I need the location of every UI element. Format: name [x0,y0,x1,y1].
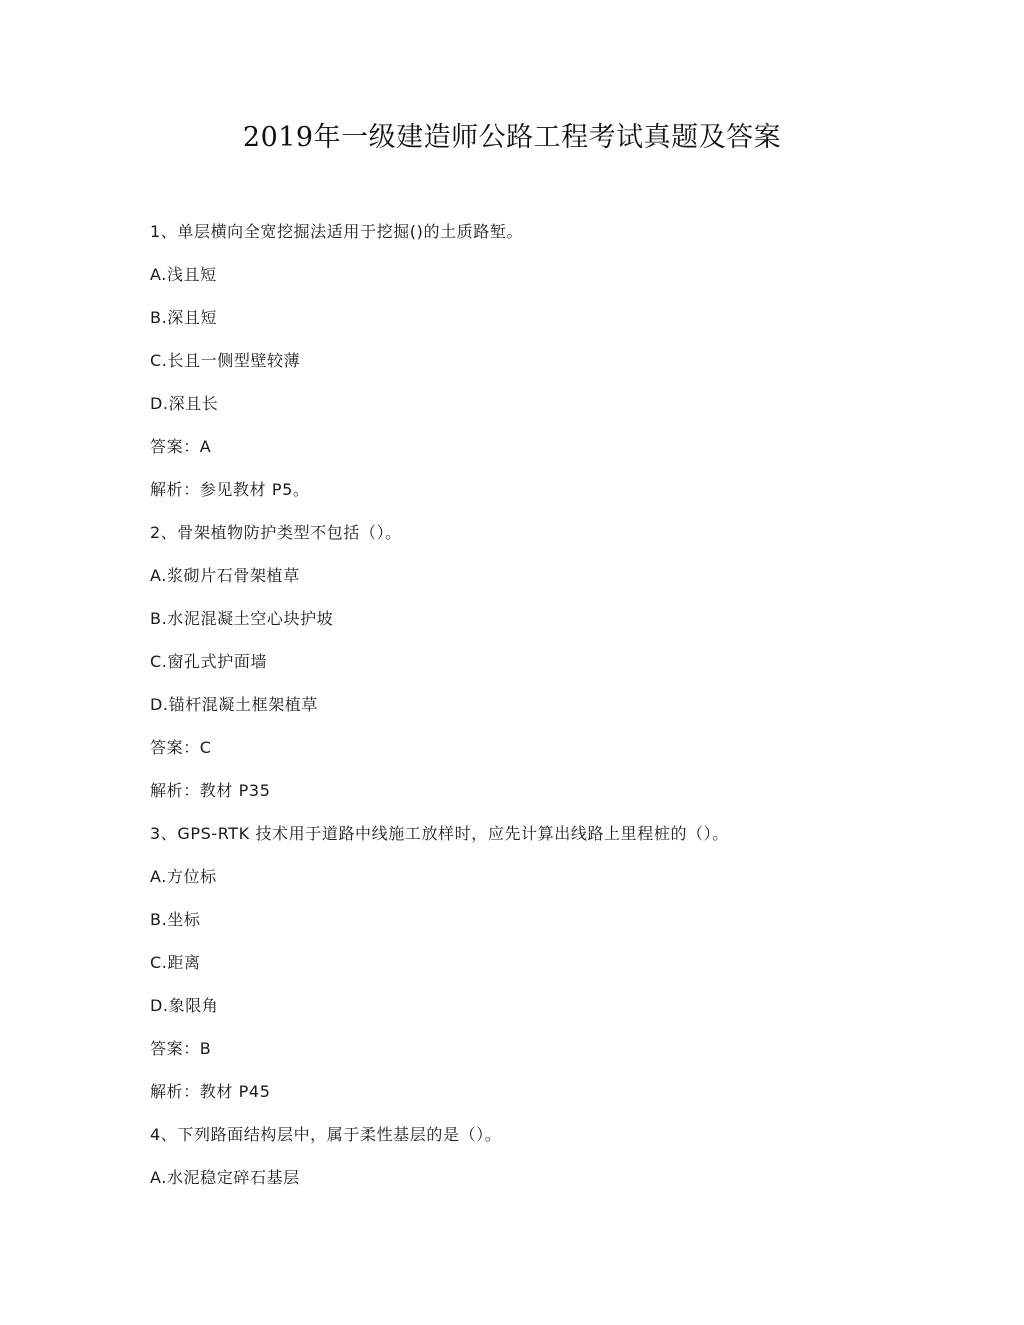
question-1-stem: 1、单层横向全宽挖掘法适用于挖掘()的土质路堑。 [150,222,524,241]
question-3-option-c: C.距离 [150,953,201,972]
question-1-option-c: C.长且一侧型壁较薄 [150,351,301,370]
question-2-explanation: 解析：教材 P35 [150,781,271,800]
question-2-answer: 答案：C [150,738,212,757]
question-2-option-a: A.浆砌片石骨架植草 [150,566,300,585]
question-3-option-d: D.象限角 [150,996,219,1015]
question-3-stem: 3、GPS-RTK 技术用于道路中线施工放样时，应先计算出线路上里程桩的（）。 [150,824,729,843]
question-3-option-b: B.坐标 [150,910,201,929]
question-list [150,219,970,1208]
question-2-option-d: D.锚杆混凝土框架植草 [150,695,319,714]
document-title: 2019年一级建造师公路工程考试真题及答案 [242,122,782,153]
question-1-answer: 答案：A [150,437,212,456]
question-3-option-a: A.方位标 [150,867,217,886]
question-4-option-a: A.水泥稳定碎石基层 [150,1168,300,1187]
question-4-stem: 4、下列路面结构层中，属于柔性基层的是（）。 [150,1125,502,1144]
question-2-stem: 2、骨架植物防护类型不包括（）。 [150,523,402,542]
question-3-answer: 答案：B [150,1039,212,1058]
question-1-option-d: D.深且长 [150,394,219,413]
question-2-option-c: C.窗孔式护面墙 [150,652,268,671]
question-2-option-b: B.水泥混凝土空心块护坡 [150,609,334,628]
question-3-explanation: 解析：教材 P45 [150,1082,271,1101]
question-1-option-b: B.深且短 [150,308,218,327]
question-1-explanation: 解析：参见教材 P5。 [150,480,310,499]
question-1-option-a: A.浅且短 [150,265,217,284]
